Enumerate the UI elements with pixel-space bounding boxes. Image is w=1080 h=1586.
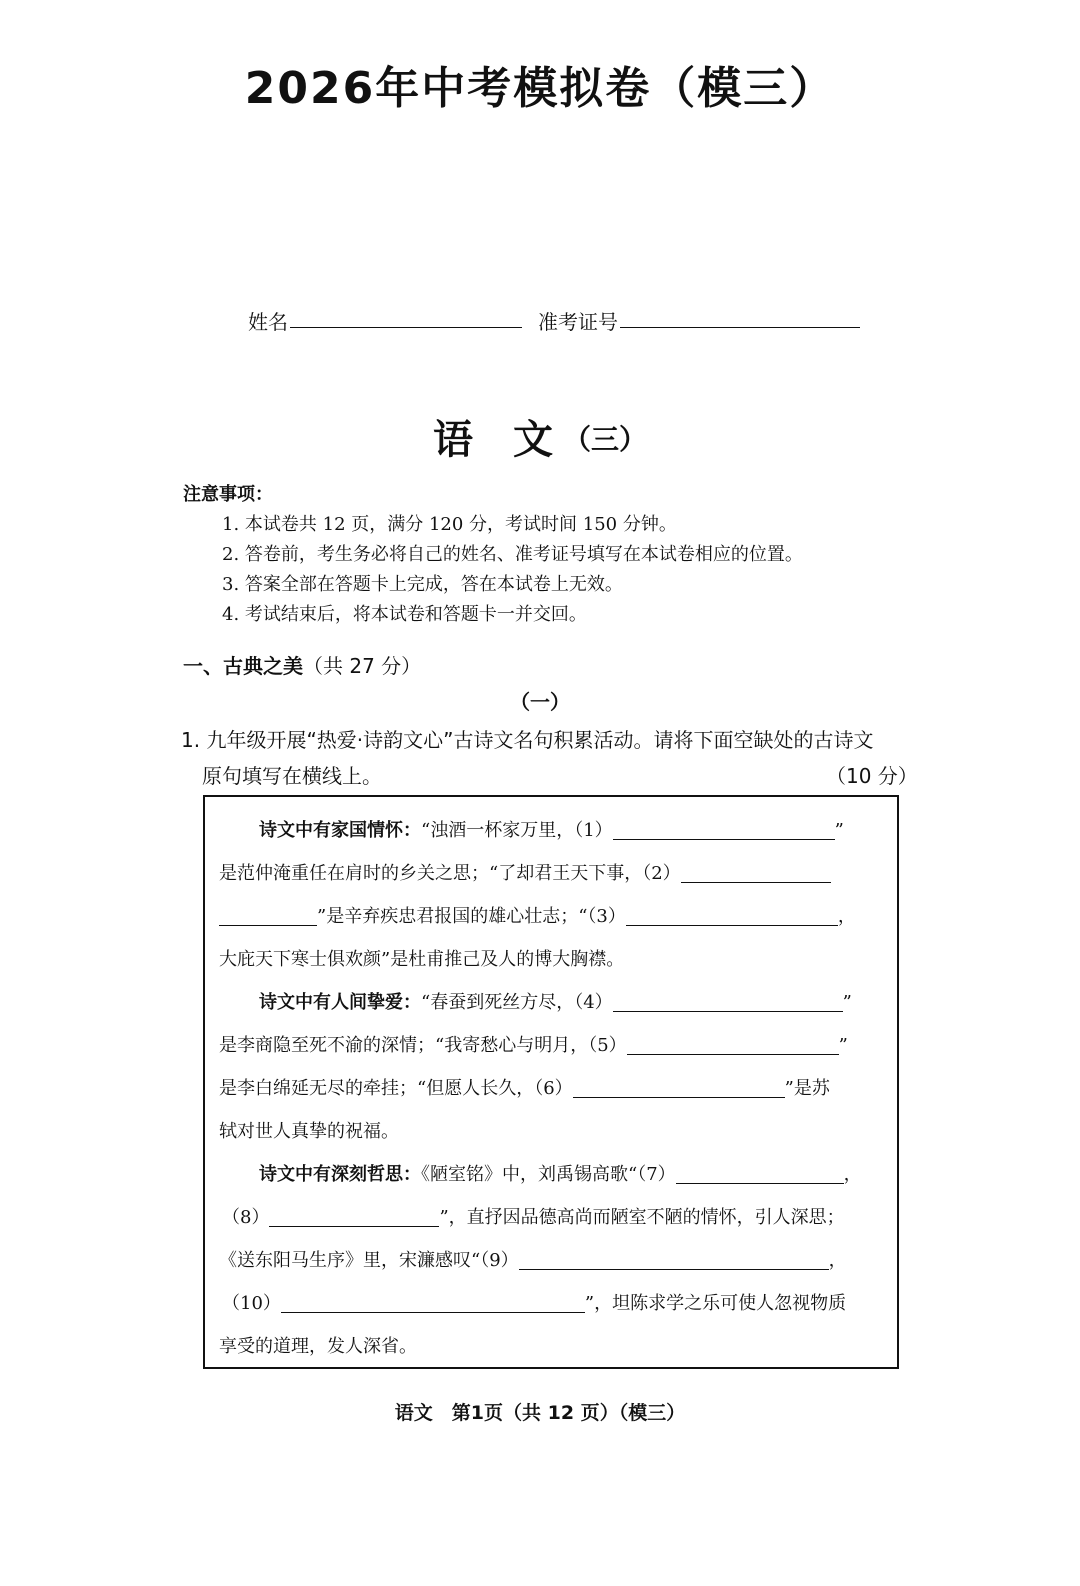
answer-blank-2-cont[interactable] — [219, 907, 317, 926]
subject-title — [0, 408, 1080, 465]
theme-heading-patriotism: 诗文中有家国情怀： — [259, 820, 421, 841]
exam-id-field[interactable] — [620, 327, 860, 328]
question-1-text: 1. 九年级开展“热爱·诗韵文心”古诗文名句积累活动。请将下面空缺处的古诗文 — [181, 728, 874, 752]
answer-blank-3[interactable] — [626, 907, 838, 926]
box-line-2: 是范仲淹重任在肩时的乡关之思；“了却君王天下事，（2） — [219, 861, 831, 887]
subject-volume: （三） — [562, 423, 647, 456]
theme-heading-love: 诗文中有人间挚爱： — [259, 992, 421, 1013]
name-label: 姓名 — [248, 310, 288, 334]
section-heading — [183, 650, 421, 679]
notice-heading: 注意事项： — [183, 484, 273, 505]
notice-item: 1. 本试卷共 12 页，满分 120 分，考试时间 150 分钟。 — [222, 514, 677, 535]
box-line-8: 轼对世人真挚的祝福。 — [219, 1121, 399, 1142]
name-field[interactable] — [290, 327, 522, 328]
answer-blank-10[interactable] — [281, 1294, 585, 1313]
box-line-12: （10） ”，坦陈求学之乐可使人忽视物质 — [222, 1293, 847, 1314]
part-label: （一） — [510, 690, 570, 714]
box-line-10: （8） ”，直抒因品德高尚而陋室不陋的情怀，引人深思； — [222, 1207, 845, 1228]
question-1-text-2: 原句填写在横线上。 — [202, 764, 382, 788]
answer-blank-8[interactable] — [269, 1208, 439, 1227]
page-footer: 语文 第1页（共 12 页）（模三） — [394, 1402, 686, 1424]
notice-item: 3. 答案全部在答题卡上完成，答在本试卷上无效。 — [222, 574, 623, 595]
answer-blank-6[interactable] — [573, 1079, 785, 1098]
box-line-4: 大庇天下寒士俱欢颜”是杜甫推己及人的博大胸襟。 — [219, 949, 625, 970]
box-line-3: ”是辛弃疾忠君报国的雄心壮志；“（3） ， — [219, 904, 856, 930]
exam-id-label: 准考证号 — [538, 310, 618, 334]
answer-blank-5[interactable] — [627, 1036, 839, 1055]
answer-blank-2[interactable] — [681, 864, 831, 883]
box-line-11: 《送东阳马生序》里，宋濂感叹“（9） ， — [219, 1250, 847, 1271]
box-line-6: 是李商隐至死不渝的深情；“我寄愁心与明月，（5） ” — [219, 1035, 848, 1056]
box-line-7: 是李白绵延无尽的牵挂；“但愿人长久，（6） ”是苏 — [219, 1078, 830, 1099]
answer-blank-7[interactable] — [676, 1165, 844, 1184]
section-points: （共 27 分） — [303, 654, 422, 678]
answer-blank-4[interactable] — [613, 993, 843, 1012]
answer-blank-9[interactable] — [519, 1251, 829, 1270]
box-line-9: 诗文中有深刻哲思：《陋室铭》中，刘禹锡高歌“（7） ， — [259, 1164, 862, 1185]
section-title: 一、古典之美 — [183, 654, 303, 678]
box-line-1: 诗文中有家国情怀：“浊酒一杯家万里，（1） ” — [259, 820, 844, 841]
notice-item: 2. 答卷前，考生务必将自己的姓名、准考证号填写在本试卷相应的位置。 — [222, 544, 803, 565]
answer-blank-1[interactable] — [613, 821, 835, 840]
exam-title: 2026年中考模拟卷（模三） — [244, 63, 836, 114]
notice-item: 4. 考试结束后，将本试卷和答题卡一并交回。 — [222, 604, 587, 625]
theme-heading-philosophy: 诗文中有深刻哲思： — [259, 1164, 421, 1185]
box-line-5: 诗文中有人间挚爱：“春蚕到死丝方尽，（4） ” — [259, 992, 852, 1013]
question-1-points: （10 分） — [826, 764, 918, 788]
subject-name: 语 文 — [432, 417, 553, 463]
box-line-13: 享受的道理，发人深省。 — [219, 1336, 417, 1357]
